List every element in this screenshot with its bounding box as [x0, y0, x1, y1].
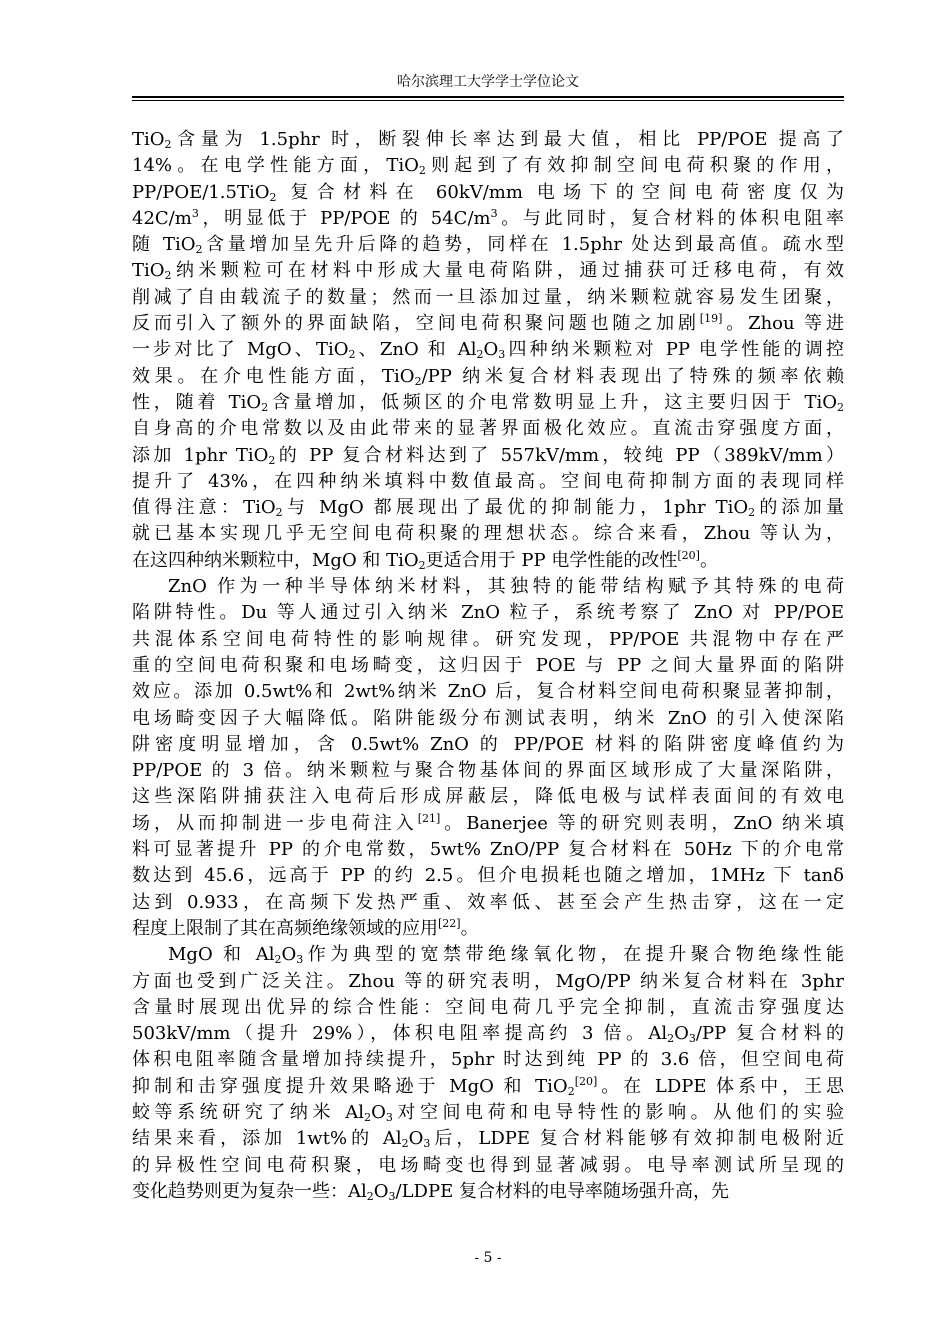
text-line: 陷阱特性。Du 等人通过引入纳米 ZnO 粒子，系统考察了 ZnO 对 PP/POE [132, 602, 844, 624]
text-line: 程度上限制了其在高频绝缘领域的应用[22]。 [132, 916, 479, 939]
text-line: 效应。添加 0.5wt%和 2wt%纳米 ZnO 后，复合材料空间电荷积聚显著抑制， [132, 681, 844, 703]
text-line: TiO$_2$纳米颗粒可在材料中形成大量电荷陷阱，通过捕获可迁移电荷，有效 [132, 260, 844, 283]
citation: [19] [699, 312, 723, 326]
text-line: 削减了自由载流子的数量；然而一旦添加过量，纳米颗粒就容易发生团聚， [132, 286, 844, 308]
text-line: 提升了 43%，在四种纳米填料中数值最高。空间电荷抑制方面的表现同样 [132, 470, 844, 492]
text-line: 达到 0.933，在高频下发热严重、效率低、甚至会产生热击穿，这在一定 [132, 891, 844, 913]
text-line: 一步对比了 MgO、TiO$_2$、ZnO 和 $Al_2O_3$四种纳米颗粒对 PP 电学性能的调控 [132, 339, 844, 362]
text-line: 的异极性空间电荷积聚，电场畸变也得到显著减弱。电导率测试所呈现的 [132, 1154, 844, 1176]
text-line: 14%。在电学性能方面，TiO$_2$则起到了有效抑制空间电荷积聚的作用， [132, 155, 845, 178]
text-line: 值得注意：TiO$_2$与 MgO 都展现出了最优的抑制能力，1phr TiO$_2$的添加量 [132, 497, 844, 520]
text-line: 电场畸变因子大幅降低。陷阱能级分布测试表明，纳米 ZnO 的引入使深陷 [132, 707, 844, 729]
text-line: 阱密度明显增加，含 0.5wt% ZnO 的 PP/POE 材料的陷阱密度峰值约为 [132, 733, 844, 755]
citation: [21] [417, 811, 441, 825]
citation: [20] [677, 548, 700, 562]
text-line: 料可显著提升 PP 的介电常数，5wt% ZnO/PP 复合材料在 50Hz 下的介电常 [132, 839, 844, 861]
text-line: 在这四种纳米颗粒中，MgO 和 TiO$_2$更适合用于 PP 电学性能的改性[20]。 [132, 548, 718, 572]
text-line: 添加 1phr TiO$_2$的 PP 复合材料达到了 557kV/mm，较纯 PP（389kV/mm） [132, 444, 844, 467]
body-text [132, 127, 844, 1205]
text-line: 随 TiO$_2$含量增加呈先升后降的趋势，同样在 1.5phr 处达到最高值。疏水型 [132, 234, 844, 257]
text-line: 结果来看，添加 1wt%的 $Al_2O_3$后，LDPE 复合材料能够有效抑制电极附近 [132, 1128, 844, 1151]
text-line: 数达到 45.6，远高于 PP 的约 2.5。但介电损耗也随之增加，1MHz 下 tanδ [132, 865, 844, 887]
paragraph [132, 574, 844, 942]
text-line: 体积电阻率随含量增加持续提升，5phr 时达到纯 PP 的 3.6 倍，但空间电荷 [132, 1049, 844, 1071]
text-line: 效果。在介电性能方面，TiO$_2$/PP 纳米复合材料表现出了特殊的频率依赖 [132, 365, 844, 388]
text-line: ZnO 作为一种半导体纳米材料，其独特的能带结构赋予其特殊的电荷 [168, 576, 844, 598]
text-line: 方面也受到广泛关注。Zhou 等的研究表明，MgO/PP 纳米复合材料在 3phr [132, 970, 844, 992]
text-line: 这些深陷阱捕获注入电荷后形成屏蔽层，降低电极与试样表面间的有效电 [132, 786, 844, 808]
text-line: 性，随着 TiO$_2$含量增加，低频区的介电常数明显上升，这主要归因于 TiO$_2$ [132, 391, 844, 414]
text-line: 反而引入了额外的界面缺陷，空间电荷积聚问题也随之加剧[19]。Zhou 等进 [132, 312, 844, 335]
header-rule-thin [132, 100, 844, 101]
text-line: 共混体系空间电荷特性的影响规律。研究发现，PP/POE 共混物中存在严 [132, 628, 844, 650]
text-line: 场，从而抑制进一步电荷注入[21]。Banerjee 等的研究则表明，ZnO 纳米填 [132, 811, 844, 834]
text-line: 自身高的介电常数以及由此带来的显著界面极化效应。直流击穿强度方面， [132, 418, 844, 440]
text-line: 变化趋势则更为复杂一些：$Al_2O_3$/LDPE 复合材料的电导率随场强升高，先 [132, 1180, 729, 1203]
text-line: 就已基本实现几乎无空间电荷积聚的理想状态。综合来看，Zhou 等认为， [132, 523, 844, 545]
text-line: MgO 和 $Al_2O_3$作为典型的宽禁带绝缘氧化物，在提升聚合物绝缘性能 [168, 944, 844, 967]
text-line: 503kV/mm（提升 29%），体积电阻率提高约 3 倍。$Al_2O_3/PP$ 复合材料的 [132, 1023, 845, 1046]
page-header: 哈尔滨理工大学学士学位论文 [397, 74, 579, 90]
text-line: PP/POE 的 3 倍。纳米颗粒与聚合物基体间的界面区域形成了大量深陷阱， [132, 760, 844, 782]
citation: [20] [574, 1074, 598, 1088]
citation: [22] [438, 916, 461, 930]
text-line: 蛟等系统研究了纳米 $Al_2O_3$对空间电荷和电导特性的影响。从他们的实验 [132, 1101, 844, 1124]
page-number: - 5 - [474, 1250, 502, 1266]
text-line: TiO$_2$含量为 1.5phr 时，断裂伸长率达到最大值，相比 PP/POE 提高了 [132, 129, 844, 151]
paragraph [132, 942, 844, 1205]
text-line: 含量时展现出优异的综合性能：空间电荷几乎完全抑制，直流击穿强度达 [132, 996, 844, 1018]
text-line: 抑制和击穿强度提升效果略逊于 MgO 和 TiO$_2$[20]。在 LDPE 体系中，王思 [132, 1074, 844, 1098]
text-line: 重的空间电荷积聚和电场畸变，这归因于 POE 与 PP 之间大量界面的陷阱 [132, 654, 844, 676]
header-rule-thick [132, 96, 844, 98]
text-line: PP/POE/1.5TiO$_2$ 复合材料在 60kV/mm 电场下的空间电荷密度仅为 [132, 181, 844, 204]
paragraph [132, 127, 844, 574]
text-line: $42C/m^3$，明显低于 PP/POE 的 $54C/m^3$。与此同时，复合材料的体积电阻率 [132, 206, 844, 229]
